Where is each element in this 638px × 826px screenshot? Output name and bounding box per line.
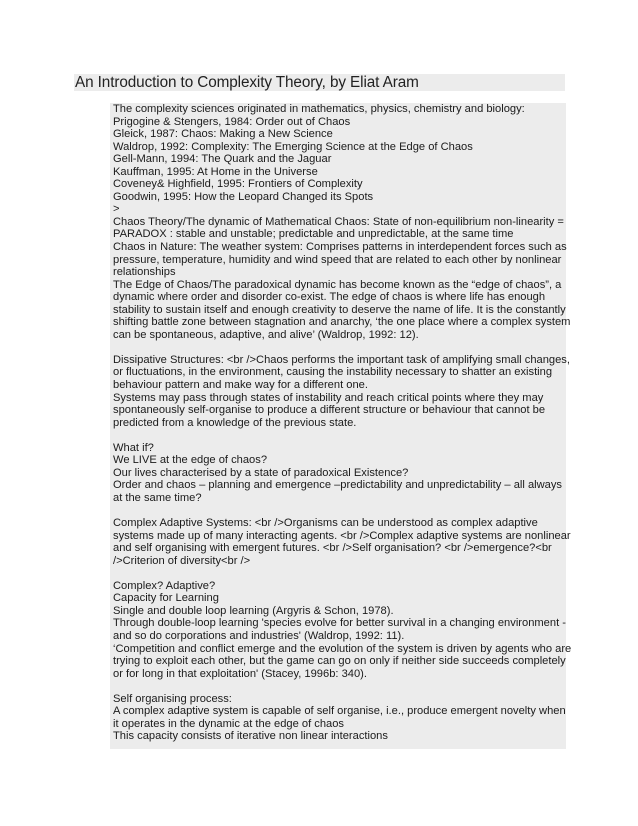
text-line: Chaos Theory/The dynamic of Mathematical Chaos: State of non-equilibrium non-linearity = xyxy=(113,215,564,228)
text-line: and self organising with emergent futures. <br />Self organisation? <br />emergence?<br xyxy=(113,542,552,555)
text-line: The complexity sciences originated in mathematics, physics, chemistry and biology: xyxy=(113,103,525,115)
text-line: Self organising process: xyxy=(113,692,232,705)
text-line: can be spontaneous, adaptive, and alive’ (Waldrop, 1992: 12). xyxy=(113,328,419,341)
paragraph-sciences xyxy=(113,103,571,341)
paragraph-gap xyxy=(113,429,565,442)
text-line: behaviour pattern and make way for a different one. xyxy=(113,379,368,392)
text-line: ‘Competition and conflict emerge and the evolution of the system is driven by agents who are xyxy=(113,642,572,655)
text-line: > xyxy=(113,203,120,216)
text-line: Systems may pass through states of instability and reach critical points where they may xyxy=(113,391,544,404)
text-line: dynamic where order and disorder co-exist. The edge of chaos is where life has enough xyxy=(113,291,546,304)
text-line: relationships xyxy=(113,266,176,279)
paragraph-gap xyxy=(113,680,565,693)
text-line: Waldrop, 1992: Complexity: The Emerging Science at the Edge of Chaos xyxy=(113,140,473,153)
paragraph-whatif xyxy=(113,442,565,505)
document-title: An Introduction to Complexity Theory, by Eliat Aram xyxy=(75,74,419,91)
text-line: Gell-Mann, 1994: The Quark and the Jaguar xyxy=(113,153,332,166)
text-line: Goodwin, 1995: How the Leopard Changed its Spots xyxy=(113,190,374,203)
paragraph-cas xyxy=(113,517,571,567)
paragraph-adaptive xyxy=(113,579,572,680)
text-line: Dissipative Structures: <br />Chaos performs the important task of amplifying small changes, xyxy=(113,353,570,366)
text-line: This capacity consists of iterative non linear interactions xyxy=(113,730,388,743)
text-line: trying to exploit each other, but the game can go on only if neither side succeeds completely xyxy=(113,655,566,668)
text-line: or for long in that exploitation' (Stacey, 1996b: 340). xyxy=(113,667,367,680)
paragraph-selforg xyxy=(113,693,565,743)
paragraph-gap xyxy=(113,567,565,580)
text-line: or fluctuations, in the environment, causing the instability necessary to shatter an existing xyxy=(113,366,553,379)
text-line: The Edge of Chaos/The paradoxical dynamic has become known as the “edge of chaos”, a xyxy=(113,278,562,291)
text-line: A complex adaptive system is capable of self organise, i.e., produce emergent novelty when xyxy=(113,705,566,718)
text-line: Coveney& Highfield, 1995: Frontiers of Complexity xyxy=(113,178,363,191)
text-line: Prigogine & Stengers, 1984: Order out of Chaos xyxy=(113,115,351,128)
text-line: Kauffman, 1995: At Home in the Universe xyxy=(113,165,318,178)
text-line: Order and chaos – planning and emergence –predictability and unpredictability – all always xyxy=(113,479,562,492)
text-line: />Criterion of diversity<br /> xyxy=(113,554,251,567)
text-line: systems made up of many interacting agents. <br />Complex adaptive systems are nonlinear xyxy=(113,529,571,542)
text-line: Complex Adaptive Systems: <br />Organisms can be understood as complex adaptive xyxy=(113,517,538,530)
text-line: We LIVE at the edge of chaos? xyxy=(113,454,268,467)
text-line: Capacity for Learning xyxy=(113,592,219,605)
text-line: Through double-loop learning 'species evolve for better survival in a changing environment - xyxy=(113,617,566,630)
text-line: shifting battle zone between stagnation and anarchy, ‘the one place where a complex system xyxy=(113,316,571,329)
text-line: What if? xyxy=(113,441,154,454)
text-line: spontaneously self-organise to produce a different structure or behaviour that cannot be xyxy=(113,404,546,417)
paragraph-gap xyxy=(113,505,565,518)
document-body xyxy=(113,103,572,743)
paragraph-dissipative xyxy=(113,353,570,429)
text-line: Chaos in Nature: The weather system: Comprises patterns in interdependent forces such as xyxy=(113,241,567,254)
text-line: Complex? Adaptive? xyxy=(113,579,216,592)
text-line: stability to sustain itself and enough creativity to deserve the name of life. It is the constantly xyxy=(113,303,566,316)
text-line: Single and double loop learning (Argyris & Schon, 1978). xyxy=(113,604,394,617)
text-line: Gleick, 1987: Chaos: Making a New Science xyxy=(113,128,333,141)
text-line: pressure, temperature, humidity and wind speed that are related to each other by nonlinear xyxy=(113,253,562,266)
text-line: Our lives characterised by a state of paradoxical Existence? xyxy=(113,466,409,479)
text-line: at the same time? xyxy=(113,491,202,504)
text-line: PARADOX : stable and unstable; predictable and unpredictable, at the same time xyxy=(113,228,514,241)
text-line: and so do corporations and industries' (Waldrop, 1992: 11). xyxy=(113,629,405,642)
paragraph-gap xyxy=(113,341,565,354)
text-line: it operates in the dynamic at the edge of chaos xyxy=(113,717,345,730)
text-line: predicted from a knowledge of the previous state. xyxy=(113,416,357,429)
